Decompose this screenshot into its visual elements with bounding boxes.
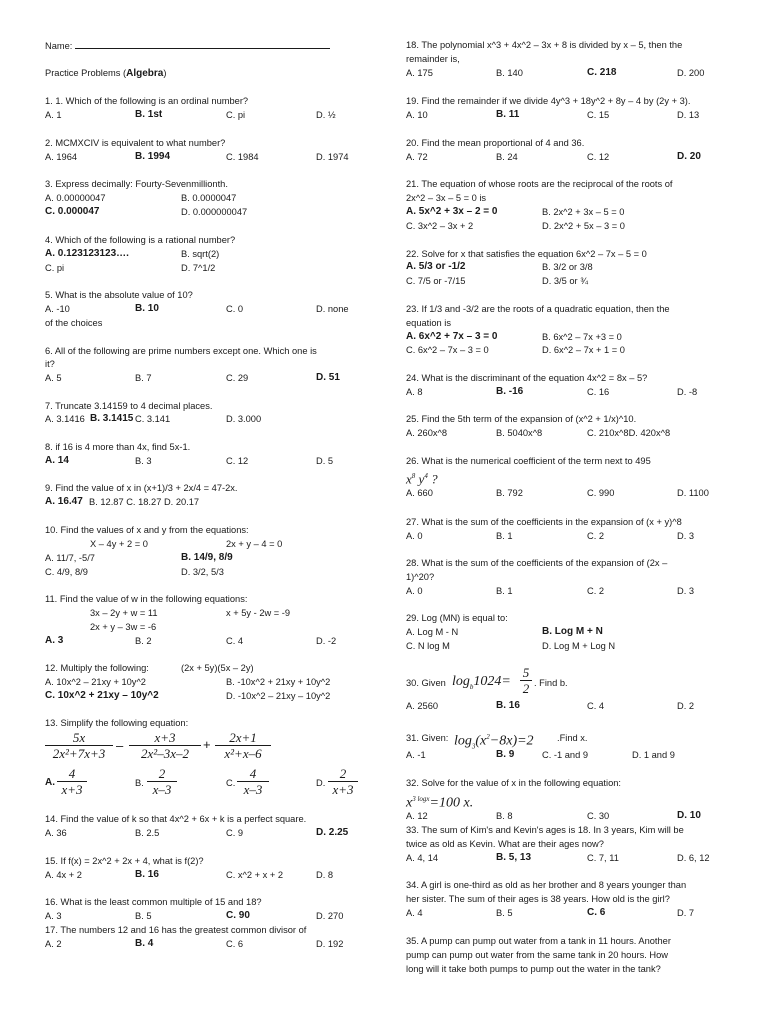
question-35: 35. A pump can pump out water from a tank in 11 hours. Another [406,936,671,946]
question-13: 13. Simplify the following equation: [45,718,189,728]
q34-choice-a: A. 4 [406,908,423,918]
q11-equation-2: x + 5y - 2w = -9 [226,608,291,618]
q28-choice-c: C. 2 [587,586,605,596]
q30-choice-c: C. 4 [587,701,605,711]
question-7: 7. Truncate 3.14159 to 4 decimal places. [45,401,213,411]
question-32: 32. Solve for the value of x in the following equation: [406,778,621,788]
q2-choice-c: C. 1984 [226,152,259,162]
q13-fraction-2: $\frac{x+3}{\text{2x²–3x–2}}$ [129,730,201,761]
q4-choice-d: D. 7^1/2 [181,263,216,273]
q5-choice-d: D. none [316,304,349,314]
q5-choice-a: A. -10 [45,304,70,314]
q16-choice-c: C. 90 [226,910,250,921]
q33-choice-c: C. 7, 11 [587,853,619,863]
question-27: 27. What is the sum of the coefficients in the expansion of (x + y)^8 [406,517,682,527]
q25-choice-cd: C. 210x^8D. 420x^8 [587,428,671,438]
q32-choice-d: D. 10 [677,810,701,821]
q26-choice-a: A. 660 [406,488,433,498]
q14-choice-b: B. 2.5 [135,828,160,838]
q3-choice-d: D. 0.000000047 [181,207,248,217]
question-3: 3. Express decimally: Fourty-Sevenmillionth. [45,179,228,189]
question-30-tail: . Find b. [534,678,568,688]
q18-choice-d: D. 200 [677,68,705,78]
q34-choice-c: C. 6 [587,907,606,918]
question-24: 24. What is the discriminant of the equation 4x^2 = 8x – 5? [406,373,648,383]
q6-choice-b: B. 7 [135,373,152,383]
question-4: 4. Which of the following is a rational number? [45,235,236,245]
q11-choice-c: C. 4 [226,636,244,646]
q28-choice-d: D. 3 [677,586,695,596]
question-35-cont-1: pump can pump out water from the same tank in 20 hours. How [406,950,668,960]
question-28: 28. What is the sum of the coefficients of the expansion of (2x – [406,558,668,568]
q4-choice-b: B. sqrt(2) [181,249,220,259]
q21-choice-b: B. 2x^2 + 3x – 5 = 0 [542,207,625,217]
question-5: 5. What is the absolute value of 10? [45,290,193,300]
question-34-cont: her sister. The sum of their ages is 38 years. How old is the girl? [406,894,670,904]
q6-choice-d: D. 51 [316,372,340,383]
q31-choice-d: D. 1 and 9 [632,750,675,760]
q30-choice-d: D. 2 [677,701,695,711]
q2-choice-a: A. 1964 [45,152,78,162]
q25-choice-b: B. 5040x^8 [496,428,543,438]
q22-choice-c: C. 7/5 or -7/15 [406,276,466,286]
q22-choice-b: B. 3/2 or 3/8 [542,262,593,272]
q8-choice-a: A. 14 [45,455,69,466]
q13-fraction-1: $\frac{5x}{\text{2x²+7x+3}}$ [45,730,113,761]
question-29: 29. Log (MN) is equal to: [406,613,508,623]
q27-choice-a: A. 0 [406,531,423,541]
q34-choice-b: B. 5 [496,908,513,918]
q19-choice-a: A. 10 [406,110,428,120]
q20-choice-b: B. 24 [496,152,518,162]
q33-choice-a: A. 4, 14 [406,853,439,863]
q23-choice-d: D. 6x^2 – 7x + 1 = 0 [542,345,625,355]
q13-choice-b: B. [135,778,144,788]
question-25: 25. Find the 5th term of the expansion of (x^2 + 1/x)^10. [406,414,637,424]
question-20: 20. Find the mean proportional of 4 and 36. [406,138,585,148]
q19-choice-d: D. 13 [677,110,700,120]
q34-choice-d: D. 7 [677,908,695,918]
q26-choice-b: B. 792 [496,488,523,498]
question-16: 16. What is the least common multiple of 15 and 18? [45,897,262,907]
q32-equation: $x^{3 logx}=100$ x. [406,795,474,811]
q31-choice-b: B. 9 [496,749,515,760]
question-2: 2. MCMXCIV is equivalent to what number? [45,138,226,148]
question-19: 19. Find the remainder if we divide 4y^3 + 18y^2 + 8y – 4 by (2y + 3). [406,96,691,106]
q23-choice-b: B. 6x^2 – 7x +3 = 0 [542,332,622,342]
q12-expression: (2x + 5y)(5x – 2y) [181,663,254,673]
question-23: 23. If 1/3 and -3/2 are the roots of a quadratic equation, then the [406,304,670,314]
q22-choice-d: D. 3/5 or ¾ [542,276,588,286]
q9-choices-bcd: B. 12.87 C. 18.27 D. 20.17 [89,497,200,507]
question-34: 34. A girl is one-third as old as her brother and 8 years younger than [406,880,687,890]
q24-choice-d: D. -8 [677,387,698,397]
q31-equation: $\log_3(x^2-8x)=2$ [454,733,534,751]
question-33: 33. The sum of Kim's and Kevin's ages is 18. In 3 years, Kim will be [406,825,684,835]
q17-choice-a: A. 2 [45,939,62,949]
q4-choice-c: C. pi [45,263,65,273]
q20-choice-a: A. 72 [406,152,428,162]
q13-operator-2: + [203,737,211,752]
q18-choice-a: A. 175 [406,68,433,78]
q8-choice-c: C. 12 [226,456,249,466]
q3-choice-a: A. 0.00000047 [45,193,106,203]
q28-choice-a: A. 0 [406,586,423,596]
q3-choice-b: B. 0.0000047 [181,193,237,203]
q7-choice-d: D. 3.000 [226,414,262,424]
q29-choice-a: A. Log M - N [406,627,459,637]
question-17: 17. The numbers 12 and 16 has the greatest common divisor of [45,925,307,935]
q10-choice-a: A. 11/7, -5/7 [45,553,95,563]
q2-choice-d: D. 1974 [316,152,349,162]
q10-choice-b: B. 14/9, 8/9 [181,552,233,563]
q10-choice-c: C. 4/9, 8/9 [45,567,88,577]
q29-choice-d: D. Log M + Log N [542,641,616,651]
question-28-cont: 1)^20? [406,572,435,582]
q13-choice-d-fraction: $\frac{2}{x+3}$ [328,766,358,797]
question-1: 1. 1. Which of the following is an ordinal number? [45,96,249,106]
q24-choice-a: A. 8 [406,387,423,397]
q30-choice-a: A. 2560 [406,701,439,711]
q12-choice-a: A. 10x^2 – 21xy + 10y^2 [45,677,146,687]
q11-equation-1: 3x – 2y + w = 11 [90,608,158,618]
q33-choice-b: B. 5, 13 [496,852,532,863]
question-18: 18. The polynomial x^3 + 4x^2 – 3x + 8 is divided by x – 5, then the [406,40,683,50]
q20-choice-c: C. 12 [587,152,610,162]
q11-choice-a: A. 3 [45,635,64,646]
question-22: 22. Solve for x that satisfies the equation 6x^2 – 7x – 5 = 0 [406,249,647,259]
q10-choice-d: D. 3/2, 5/3 [181,567,224,577]
q11-choice-b: B. 2 [135,636,152,646]
q32-choice-a: A. 12 [406,811,428,821]
question-31-tail: .Find x. [557,733,588,743]
name-blank[interactable] [75,39,330,49]
q16-choice-d: D. 270 [316,911,344,921]
q33-choice-d: D. 6, 12 [677,853,710,863]
q5-choice-b: B. 10 [135,303,159,314]
q13-choice-d: D. [316,778,326,788]
q27-choice-d: D. 3 [677,531,695,541]
q14-choice-c: C. 9 [226,828,244,838]
q13-fraction-3: $\frac{2x+1}{\text{x²+x–6}}$ [215,730,271,761]
question-6-cont: it? [45,359,55,369]
q21-choice-a: A. 5x^2 + 3x – 2 = 0 [406,206,498,217]
question-11: 11. Find the value of w in the following equations: [45,594,248,604]
q21-choice-c: C. 3x^2 – 3x + 2 [406,221,474,231]
q19-choice-c: C. 15 [587,110,610,120]
q26-term: $x^8$ $y^4$ ? [406,471,438,487]
q15-choice-b: B. 16 [135,869,159,880]
q14-choice-a: A. 36 [45,828,67,838]
q10-equation-1: X – 4y + 2 = 0 [90,539,148,549]
q12-choice-d: D. -10x^2 – 21xy – 10y^2 [226,691,331,701]
question-9: 9. Find the value of x in (x+1)/3 + 2x/4 = 47-2x. [45,483,238,493]
q6-choice-c: C. 29 [226,373,249,383]
question-12: 12. Multiply the following: [45,663,149,673]
q17-choice-d: D. 192 [316,939,344,949]
q23-choice-c: C. 6x^2 – 7x – 3 = 0 [406,345,489,355]
question-18-cont: remainder is, [406,54,460,64]
question-8: 8. if 16 is 4 more than 4x, find 5x-1. [45,442,191,452]
question-14: 14. Find the value of k so that 4x^2 + 6x + k is a perfect square. [45,814,307,824]
question-21-cont: 2x^2 – 3x – 5 = 0 is [406,193,487,203]
q26-choice-d: D. 1100 [677,488,709,498]
q31-choice-a: A. -1 [406,750,426,760]
q32-choice-c: C. 30 [587,811,610,821]
q1-choice-a: A. 1 [45,110,62,120]
name-line [45,39,330,52]
q21-choice-d: D. 2x^2 + 5x – 3 = 0 [542,221,625,231]
q11-choice-d: D. -2 [316,636,337,646]
q20-choice-d: D. 20 [677,151,701,162]
q13-choice-a-fraction: $\frac{4}{x+3}$ [57,766,87,797]
q30-choice-b: B. 16 [496,700,520,711]
q6-choice-a: A. 5 [45,373,62,383]
question-26: 26. What is the numerical coefficient of the term next to 495 [406,456,651,466]
q9-choice-a: A. 16.47 [45,496,83,507]
q8-choice-d: D. 5 [316,456,334,466]
q24-choice-b: B. -16 [496,386,524,397]
q28-choice-b: B. 1 [496,586,513,596]
q16-choice-b: B. 5 [135,911,152,921]
q27-choice-b: B. 1 [496,531,513,541]
q25-choice-a: A. 260x^8 [406,428,448,438]
question-31: 31. Given: [406,733,449,743]
name-label: Name: [45,41,73,51]
page-subtitle: Practice Problems (Algebra) [45,68,167,79]
question-35-cont-2: long will it take both pumps to pump out the water in the tank? [406,964,661,974]
q23-choice-a: A. 6x^2 + 7x – 3 = 0 [406,331,498,342]
q30-equation-fraction: $\frac{5}{2}$ [520,665,532,696]
q3-choice-c: C. 0.000047 [45,206,100,217]
q30-equation: $\log_b1024=$ [452,674,511,691]
q27-choice-c: C. 2 [587,531,605,541]
question-6: 6. All of the following are prime numbers except one. Which one is [45,346,317,356]
q19-choice-b: B. 11 [496,109,520,120]
q17-choice-c: C. 6 [226,939,244,949]
q13-choice-b-fraction: $\frac{2}{x-3}$ [147,766,177,797]
question-21: 21. The equation of whose roots are the reciprocal of the roots of [406,179,673,189]
q26-choice-c: C. 990 [587,488,615,498]
q14-choice-d: D. 2.25 [316,827,349,838]
q24-choice-c: C. 16 [587,387,610,397]
q7-choice-a: A. 3.1416 [45,414,85,424]
question-15: 15. If f(x) = 2x^2 + 2x + 4, what is f(2)? [45,856,204,866]
q18-choice-b: B. 140 [496,68,523,78]
question-33-cont: twice as old as Kevin. What are their ages now? [406,839,604,849]
q15-choice-a: A. 4x + 2 [45,870,82,880]
q31-choice-c: C. -1 and 9 [542,750,588,760]
q1-choice-d: D. ½ [316,110,336,120]
q29-choice-c: C. N log M [406,641,450,651]
q29-choice-b: B. Log M + N [542,626,603,637]
q1-choice-b: B. 1st [135,109,163,120]
q17-choice-b: B. 4 [135,938,154,949]
q13-operator-1: – [116,738,124,753]
q13-choice-c: C. [226,778,236,788]
q32-choice-b: B. 8 [496,811,513,821]
q18-choice-c: C. 218 [587,67,617,78]
q15-choice-d: D. 8 [316,870,334,880]
q22-choice-a: A. 5/3 or -1/2 [406,261,466,272]
q12-choice-b: B. -10x^2 + 21xy + 10y^2 [226,677,331,687]
q1-choice-c: C. pi [226,110,246,120]
q13-choice-c-fraction: $\frac{4}{x-3}$ [237,766,269,797]
q2-choice-b: B. 1994 [135,151,171,162]
q7-choice-b: B. 3.1415 [90,413,134,424]
question-10: 10. Find the values of x and y from the equations: [45,525,249,535]
q7-choice-c: C. 3.141 [135,414,171,424]
q10-equation-2: 2x + y – 4 = 0 [226,539,283,549]
question-23-cont: equation is [406,318,451,328]
q15-choice-c: C. x^2 + x + 2 [226,870,284,880]
q5-choice-c: C. 0 [226,304,244,314]
q5-choice-d-cont: of the choices [45,318,103,328]
q16-choice-a: A. 3 [45,911,62,921]
q12-choice-c: C. 10x^2 + 21xy – 10y^2 [45,690,159,701]
q4-choice-a: A. 0.123123123…. [45,248,129,259]
q13-choice-a: A. [45,777,55,788]
question-30: 30. Given [406,678,446,688]
q8-choice-b: B. 3 [135,456,152,466]
q11-equation-3: 2x + y – 3w = -6 [90,622,157,632]
